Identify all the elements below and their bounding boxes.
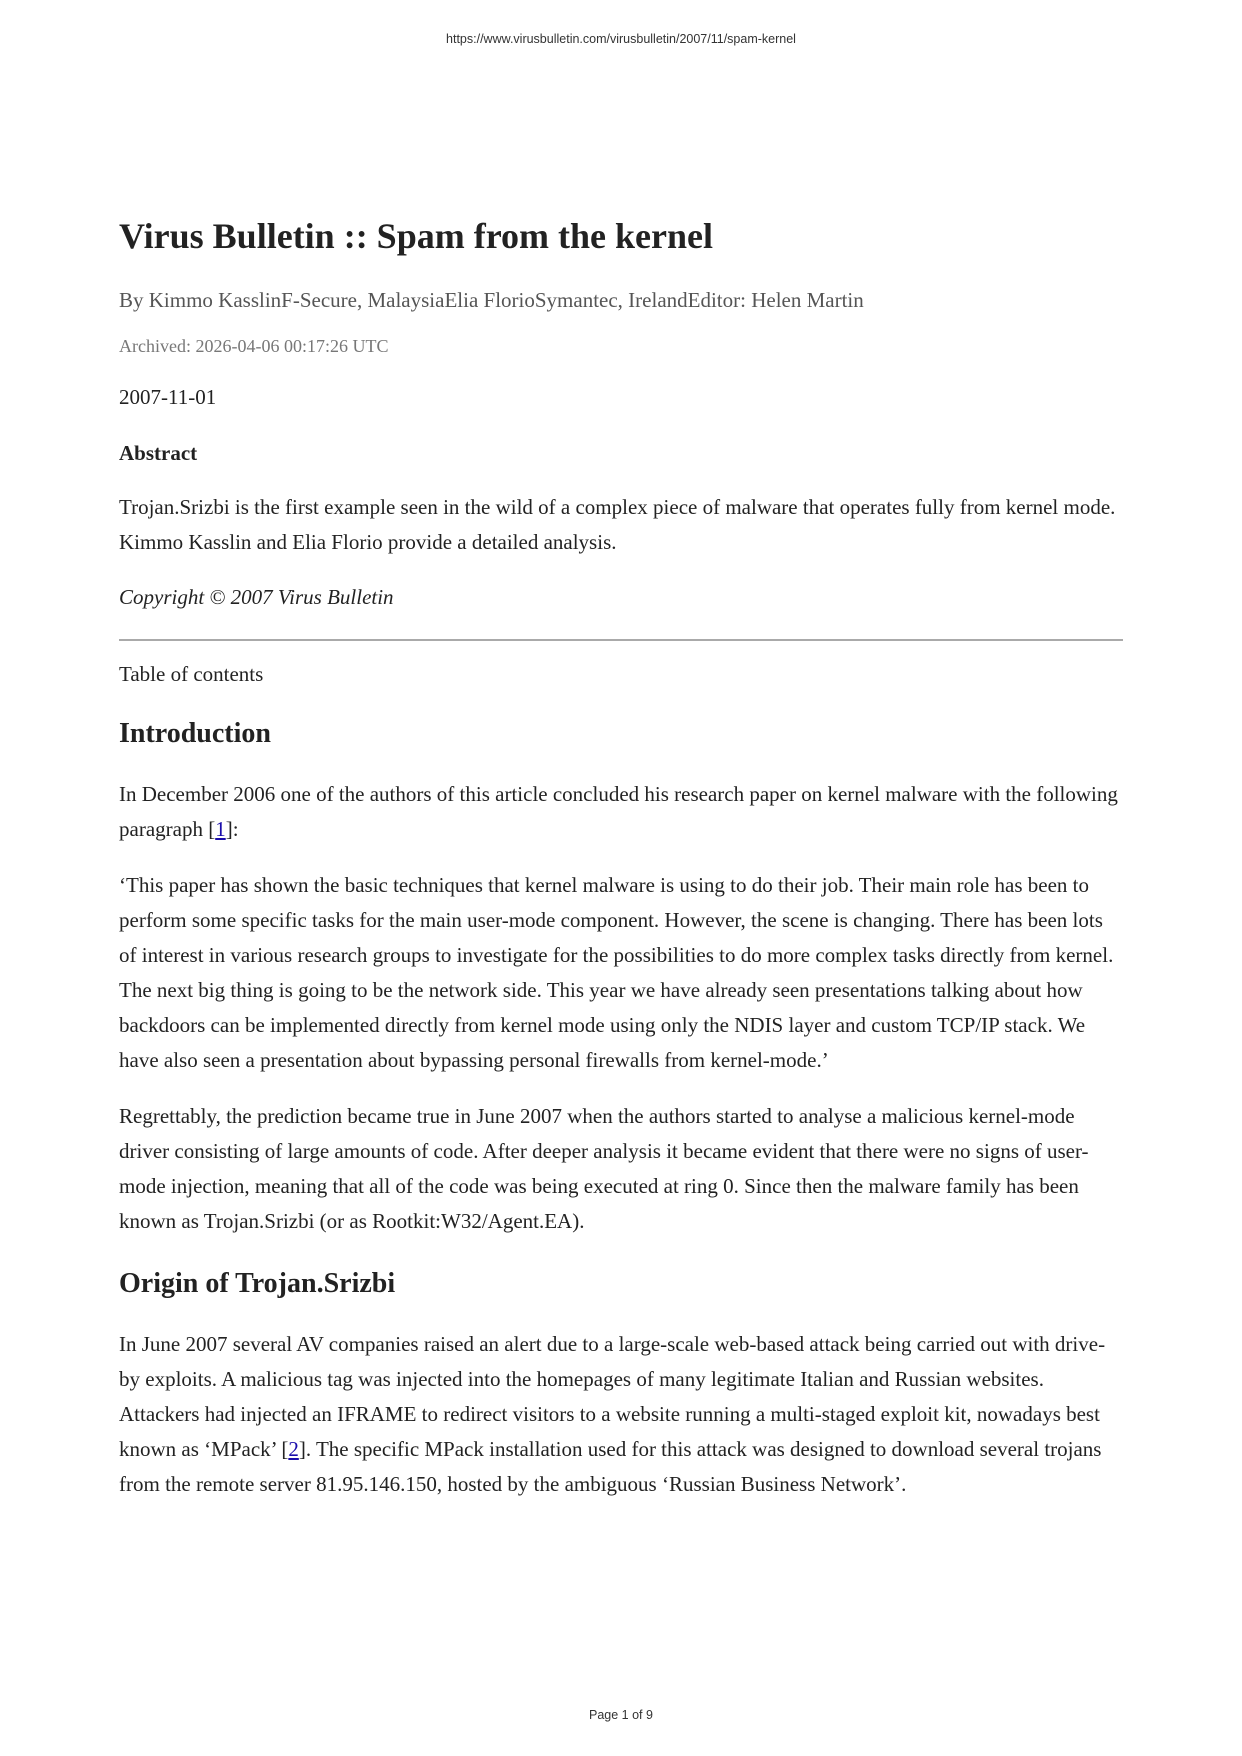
origin-text-before-ref: In June 2007 several AV companies raised an alert due to a large-scale web-based attack being carried out with drive-by exploits. A malicious tag was injected into the homepages of many legitimate Italian and Russian websites. Attackers had injected an IFRAME to redirect visitors to a website running a multi-staged exploit kit, nowadays best known as ‘MPack’ [ [119,1332,1106,1461]
abstract-text: Trojan.Srizbi is the first example seen in the wild of a complex piece of malware that operates fully from kernel mode. Kimmo Kasslin and Elia Florio provide a detailed analysis. [119,495,1116,554]
reference-link-1[interactable]: 1 [215,817,226,841]
page-title: Virus Bulletin :: Spam from the kernel [119,216,713,256]
page-number: Page 1 of 9 [589,1708,653,1722]
byline: By Kimmo KasslinF-Secure, MalaysiaElia FlorioSymantec, IrelandEditor: Helen Martin [119,288,864,312]
archived-timestamp: Archived: 2026-04-06 00:17:26 UTC [119,336,389,356]
section-divider [119,639,1123,641]
introduction-text-after-ref: ]: [225,817,239,841]
abstract-heading: Abstract [119,441,198,465]
reference-link-2[interactable]: 2 [288,1437,299,1461]
publication-date: 2007-11-01 [119,385,217,409]
prediction-paragraph: Regrettably, the prediction became true in June 2007 when the authors started to analyse a malicious kernel-mode driver consisting of large amounts of code. After deeper analysis it became evident that there were no signs of user-mode injection, meaning that all of the code was being executed at ring 0. Since then the malware family has been known as Trojan.Srizbi (or as Rootkit:W32/Agent.EA). [119,1104,1089,1233]
copyright-notice: Copyright © 2007 Virus Bulletin [119,585,394,609]
table-of-contents-label: Table of contents [119,662,264,686]
introduction-text-before-ref: In December 2006 one of the authors of this article concluded his research paper on kernel malware with the following paragraph [ [119,782,1118,841]
page-url: https://www.virusbulletin.com/virusbulletin/2007/11/spam-kernel [446,32,796,46]
article [119,208,1123,1502]
introduction-paragraph [119,777,1123,847]
origin-paragraph [119,1327,1123,1502]
origin-text-after-ref: ]. The specific MPack installation used for this attack was designed to download several trojans from the remote server 81.95.146.150, hosted by the ambiguous ‘Russian Business Network’. [119,1437,1102,1496]
introduction-heading: Introduction [119,718,271,749]
quoted-paragraph: ‘This paper has shown the basic techniques that kernel malware is using to do their job. Their main role has been to perform some specific tasks for the main user-mode component. However, the scene is changing. There has been lots of interest in various research groups to investigate for the possibilities to do more complex tasks directly from kernel. The next big thing is going to be the network side. This year we have already seen presentations talking about how backdoors can be implemented directly from kernel mode using only the NDIS layer and custom TCP/IP stack. We have also seen a presentation about bypassing personal firewalls from kernel-mode.’ [119,873,1114,1072]
origin-heading: Origin of Trojan.Srizbi [119,1268,396,1299]
